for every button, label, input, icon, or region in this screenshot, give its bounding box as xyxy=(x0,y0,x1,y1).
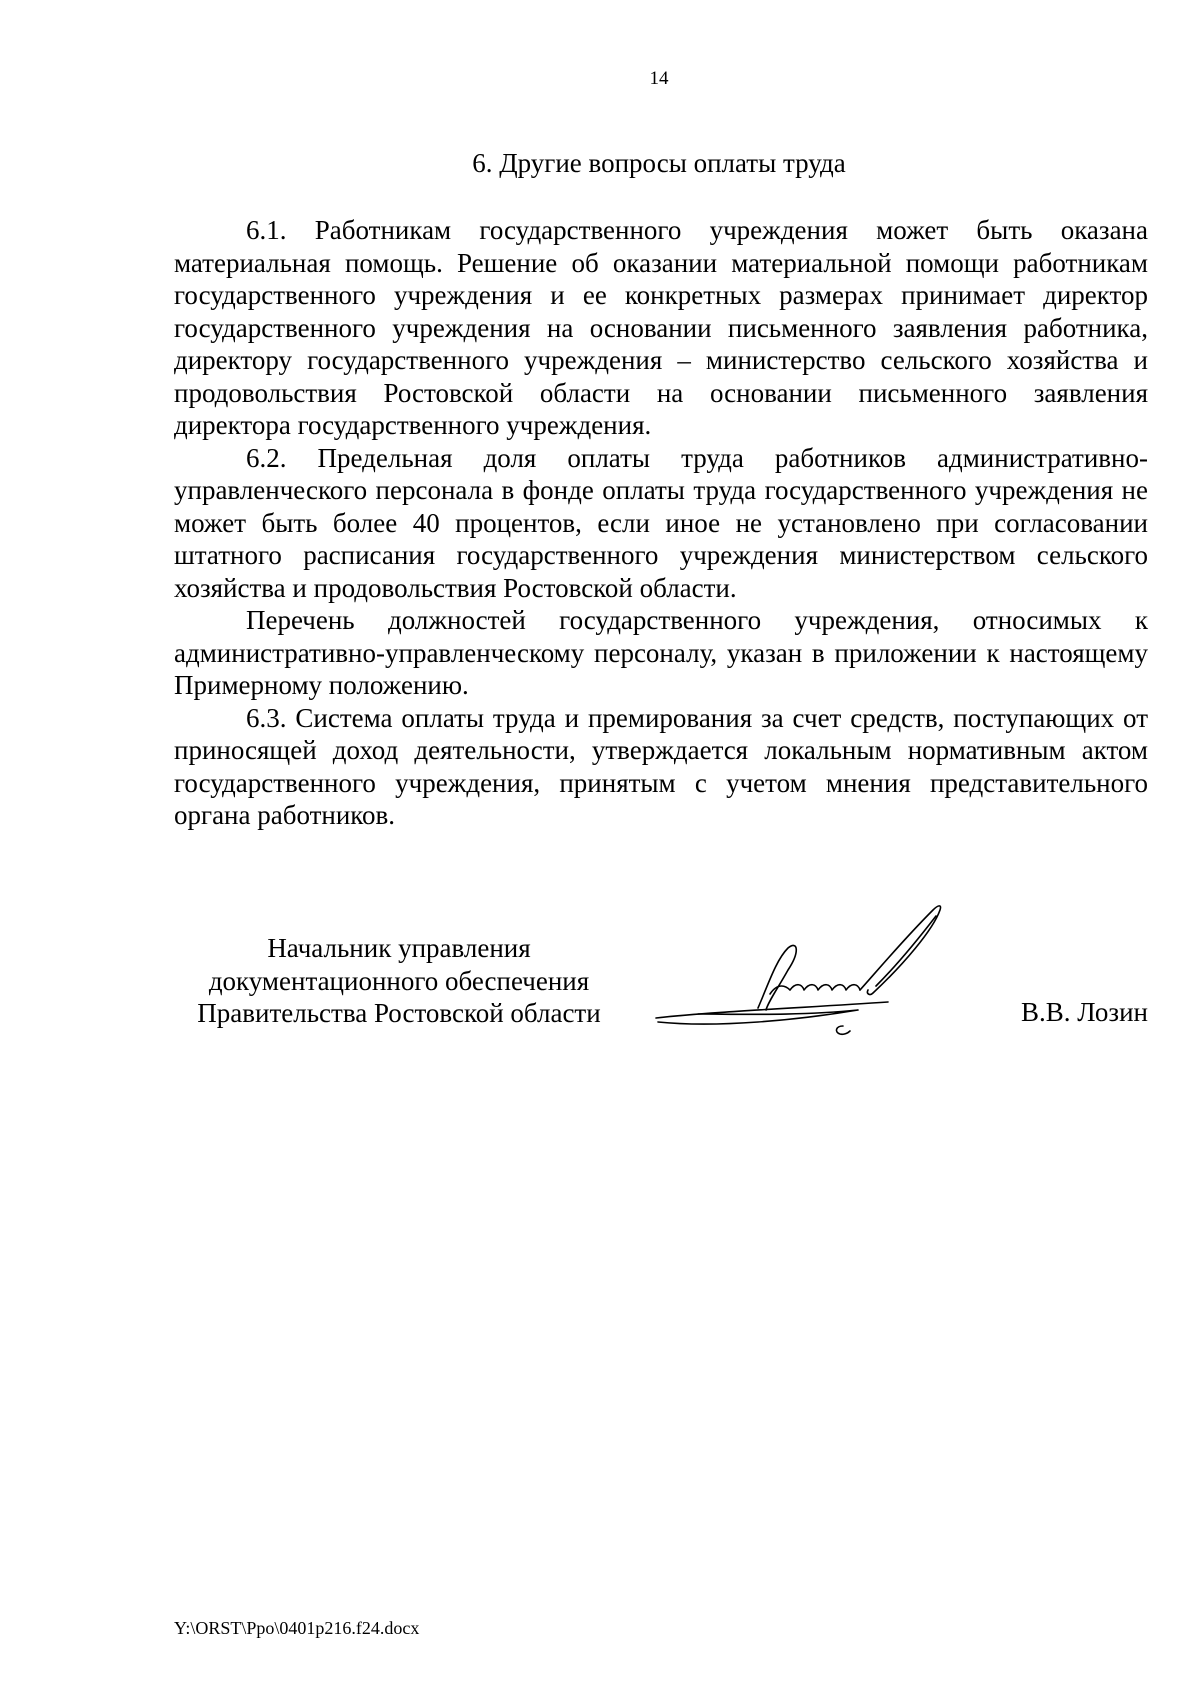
document-body xyxy=(174,214,1148,832)
section-title: 6. Другие вопросы оплаты труда xyxy=(472,148,846,178)
signatory-position-line: документационного обеспечения xyxy=(208,965,590,996)
handwritten-signature xyxy=(648,890,978,1040)
signature-block xyxy=(174,932,1148,1062)
signatory-position-line: Правительства Ростовской области xyxy=(197,998,601,1028)
signatory-position xyxy=(174,932,624,1030)
signatory-position-line: Начальник управления xyxy=(267,933,531,963)
paragraph-staff-list: Перечень должностей государственного учреждения, относимых к административно-управленческому персоналу, указан в приложении к настоящему Примерному положению. xyxy=(174,605,1148,700)
footer-file-path: Y:\ORST\Ppo\0401p216.f24.docx xyxy=(174,1618,420,1638)
signatory-name: В.В. Лозин xyxy=(1021,997,1148,1027)
paragraph-6-2: 6.2. Предельная доля оплаты труда работников административно-управленческого персонала в фонде оплаты труда государственного учреждения не может быть более 40 процентов, если иное не установлено при согласовании штатного расписания государственного учреждения министерством сельского хозяйства и продовольствия Ростовской области. xyxy=(174,442,1148,603)
paragraph-6-1: 6.1. Работникам государственного учреждения может быть оказана материальная помощь. Решение об оказании материальной помощи работникам государственного учреждения и ее конкретных размерах принимает директор государственного учреждения на основании письменного заявления работника, директору государственного учреждения – министерство сельского хозяйства и продовольствия Ростовской области на основании письменного заявления директора государственного учреждения. xyxy=(174,215,1148,440)
paragraph-6-3: 6.3. Система оплаты труда и премирования за счет средств, поступающих от приносящей доход деятельности, утверждается локальным нормативным актом государственного учреждения, принятым с учетом мнения представительного органа работников. xyxy=(174,702,1148,830)
page-number: 14 xyxy=(649,68,669,89)
